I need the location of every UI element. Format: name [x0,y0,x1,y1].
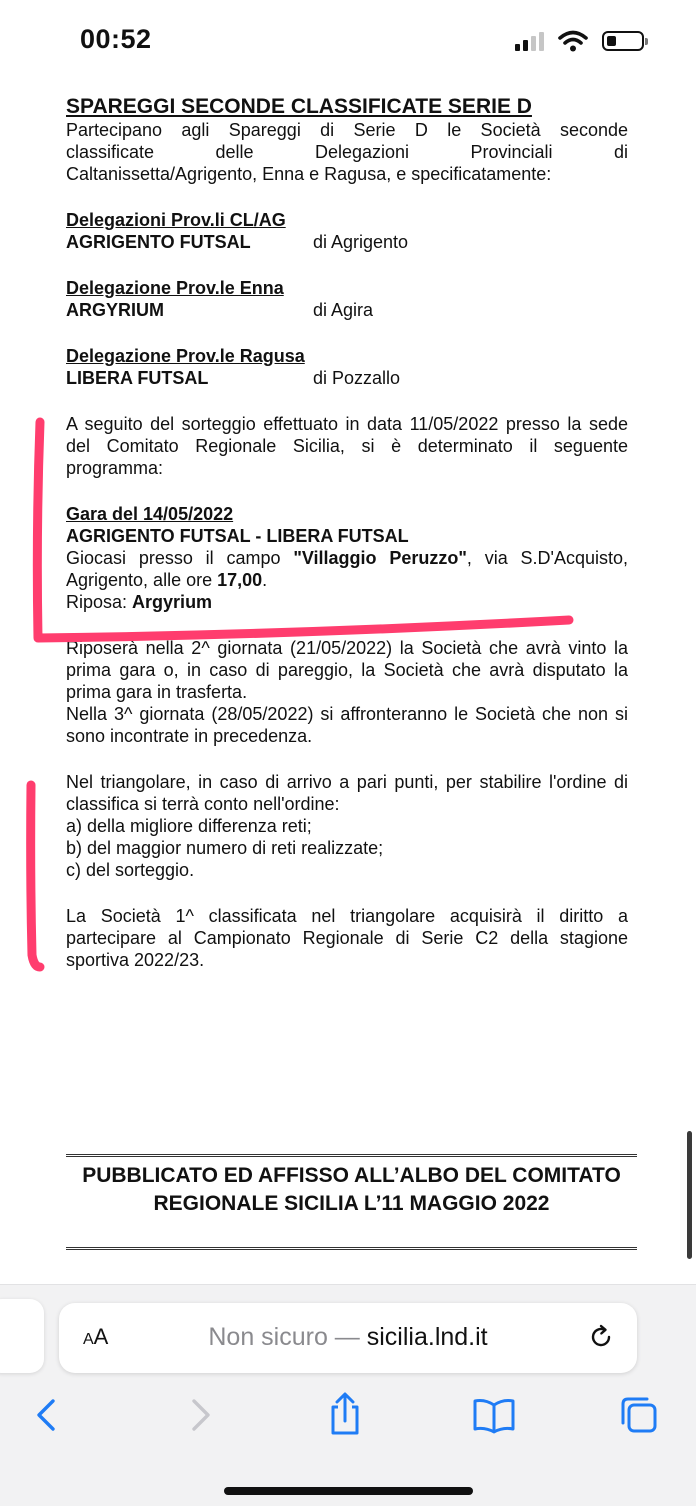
browser-toolbar [0,1284,696,1506]
insecure-label: Non sicuro — [208,1323,367,1351]
previous-tab-preview[interactable] [0,1299,44,1373]
tiebreak-item: b) del maggior numero di reti realizzate; [66,838,384,858]
team-city: di Agira [313,300,374,320]
tabs-icon[interactable] [619,1395,659,1435]
wifi-icon [558,30,588,52]
delegation-team-row [66,367,628,389]
tiebreak-item: c) del sorteggio. [66,860,195,880]
promotion-paragraph: La Società 1^ classificata nel triangolare acquisirà il diritto a partecipare al Campionato Regionale di Serie C2 della stagione sportiva 2022/23. [66,906,628,970]
battery-icon [602,31,644,51]
rest-team: Argyrium [132,592,213,612]
cellular-signal-icon [515,31,544,51]
draw-paragraph: A seguito del sorteggio effettuato in data 11/05/2022 presso la sede del Comitato Regionale Sicilia, si è determinato il seguente programma: [66,414,628,478]
intro-line-3: Caltanissetta/Agrigento, Enna e Ragusa, e specificatamente: [66,164,552,184]
match-venue: Giocasi presso il campo "Villaggio Peruzzo", via S.D'Acquisto, Agrigento, alle ore 17,00. [66,548,629,590]
intro-line-2: classificate delle Delegazioni Provinciali di [66,142,628,162]
round3-paragraph: Nella 3^ giornata (28/05/2022) si affronteranno le Società che non si sono incontrate in precedenza. [66,704,628,746]
address-bar[interactable] [59,1303,637,1373]
venue-name: "Villaggio Peruzzo" [293,548,467,568]
tiebreak-item: a) della migliore differenza reti; [66,816,312,836]
delegation-team-row [66,231,628,253]
delegation-heading: Delegazione Prov.le Ragusa [66,346,305,366]
team-city: di Agrigento [313,232,409,252]
status-icons [515,30,644,52]
delegation-heading: Delegazione Prov.le Enna [66,278,284,298]
delegation-team-row [66,299,628,321]
marker-annotation-2 [14,775,54,975]
text-size-button[interactable]: AA [83,1324,109,1349]
divider [66,1154,637,1157]
team-name: LIBERA FUTSAL [66,368,209,388]
publication-notice [66,1154,637,1250]
document [66,95,628,971]
match-teams: AGRIGENTO FUTSAL - LIBERA FUTSAL [66,526,409,546]
bookmarks-icon[interactable] [472,1395,516,1435]
team-name: AGRIGENTO FUTSAL [66,232,251,252]
reload-icon[interactable] [587,1323,615,1351]
back-icon[interactable] [27,1395,67,1435]
divider [66,1247,637,1250]
status-time: 00:52 [80,24,152,54]
forward-icon[interactable] [180,1395,220,1435]
delegation-heading: Delegazioni Prov.li CL/AG [66,210,286,230]
url-display[interactable] [59,1323,637,1352]
publication-text: PUBBLICATO ED AFFISSO ALL’ALBO DEL COMITATO REGIONALE SICILIA L’11 MAGGIO 2022 [82,1164,621,1215]
round2-paragraph: Riposerà nella 2^ giornata (21/05/2022) la Società che avrà vinto la prima gara o, in caso di pareggio, la Società che avrà disputato la prima gara in trasferta. [66,638,628,702]
share-icon[interactable] [325,1391,365,1437]
document-title: SPAREGGI SECONDE CLASSIFICATE SERIE D [66,95,532,118]
team-city: di Pozzallo [313,368,401,388]
intro-line-1: Partecipano agli Spareggi di Serie D le Società seconde [66,120,628,140]
match-time: 17,00 [217,570,263,590]
home-indicator[interactable] [224,1487,473,1495]
match-heading: Gara del 14/05/2022 [66,504,234,524]
tiebreak-intro: Nel triangolare, in caso di arrivo a pari punti, per stabilire l'ordine di classifica si terrà conto nell'ordine: [66,772,628,814]
scrollbar[interactable] [687,1131,692,1259]
team-name: ARGYRIUM [66,300,164,320]
url-domain: sicilia.lnd.it [366,1323,488,1351]
match-rest: Riposa: Argyrium [66,592,213,612]
status-bar [0,0,696,80]
